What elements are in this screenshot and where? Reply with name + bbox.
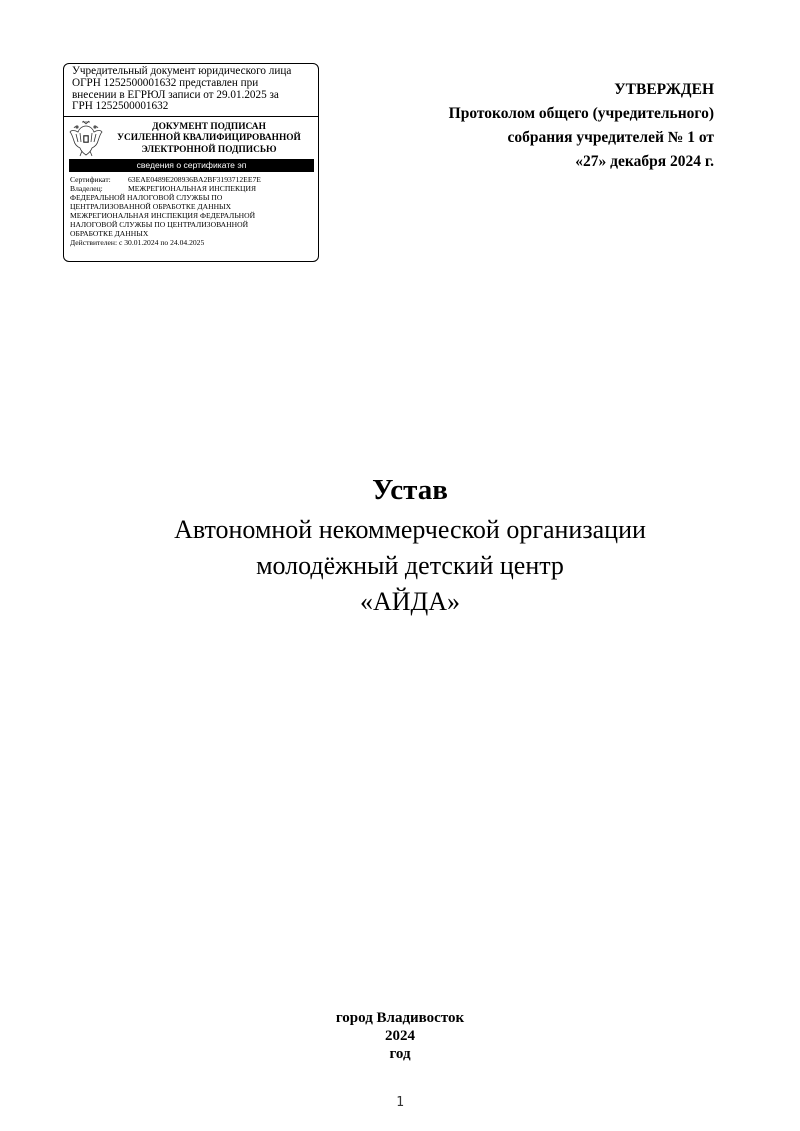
year-suffix: год — [389, 1046, 411, 1062]
stamp-registration-text — [64, 64, 318, 113]
stamp-title-line: ДОКУМЕНТ ПОДПИСАН — [152, 122, 266, 133]
validity-row — [70, 239, 318, 248]
owner-line: МЕЖРЕГИОНАЛЬНАЯ ИНСПЕКЦИЯ ФЕДЕРАЛЬНОЙ — [70, 210, 256, 220]
stamp-registration-line: ОГРН 1252500001632 представлен при — [72, 76, 259, 89]
stamp-signed-title — [104, 122, 314, 156]
owner-label: Владелец: — [70, 184, 103, 194]
stamp-title-line: ЭЛЕКТРОННОЙ ПОДПИСЬЮ — [141, 144, 277, 155]
approval-heading: УТВЕРЖДЕН — [614, 81, 714, 98]
owner-line: НАЛОГОВОЙ СЛУЖБЫ ПО ЦЕНТРАЛИЗОВАННОЙ — [70, 219, 249, 229]
year: 2024 — [385, 1028, 415, 1044]
owner-line: ЦЕНТРАЛИЗОВАННОЙ ОБРАБОТКЕ ДАННЫХ — [70, 201, 232, 211]
approval-block — [449, 78, 714, 174]
certificate-label: Сертификат: — [70, 175, 111, 185]
electronic-signature-stamp — [63, 63, 319, 262]
stamp-certificate-details — [64, 172, 318, 247]
validity-label: Действителен: — [70, 237, 118, 247]
title-block — [0, 470, 800, 620]
stamp-registration-line: Учредительный документ юридического лица — [72, 65, 292, 77]
stamp-registration-line: ГРН 1252500001632 — [72, 100, 169, 113]
city: город Владивосток — [335, 1010, 465, 1026]
approval-date: «27» декабря 2024 г. — [575, 153, 714, 170]
organization-type: Автономной некоммерческой организации — [174, 515, 646, 544]
approval-line: собрания учредителей № 1 от — [507, 129, 714, 146]
approval-line: Протоколом общего (учредительного) — [448, 105, 714, 122]
organization-name: «АЙДА» — [359, 587, 461, 616]
russian-coat-of-arms-icon — [68, 120, 104, 158]
certificate-value: 63EAE0489E208936BA2BF3193712EE7E — [128, 175, 261, 185]
owner-line: ФЕДЕРАЛЬНОЙ НАЛОГОВОЙ СЛУЖБЫ ПО — [70, 193, 223, 202]
validity-value: с 30.01.2024 по 24.04.2025 — [118, 237, 205, 247]
page-number: 1 — [396, 1095, 404, 1110]
organization-description: молодёжный детский центр — [256, 551, 564, 580]
stamp-registration-line: внесении в ЕГРЮЛ записи от 29.01.2025 за — [72, 88, 279, 101]
document-title: Устав — [372, 474, 448, 506]
owner-value: МЕЖРЕГИОНАЛЬНАЯ ИНСПЕКЦИЯ — [128, 184, 257, 194]
stamp-title-line: УСИЛЕННОЙ КВАЛИФИЦИРОВАННОЙ — [117, 133, 301, 144]
stamp-header — [64, 117, 318, 159]
owner-line: ОБРАБОТКЕ ДАННЫХ — [70, 228, 149, 238]
certificate-info-bar: сведения о сертификате эп — [69, 159, 314, 172]
place-and-year — [0, 1009, 800, 1063]
